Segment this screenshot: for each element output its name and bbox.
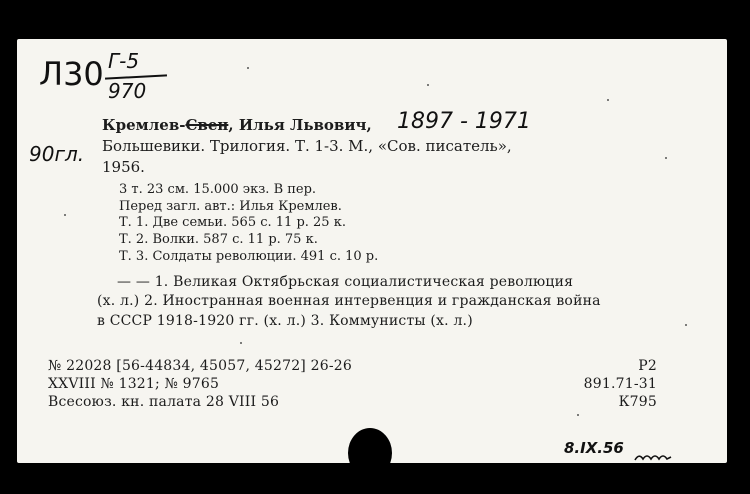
detail-line: Перед загл. авт.: Илья Кремлев.	[119, 199, 342, 214]
date-stamp-handwritten: 8.IX.56	[564, 439, 624, 457]
detail-line: Т. 1. Две семьи. 565 с. 11 р. 25 к.	[119, 215, 346, 230]
title-line: Большевики. Трилогия. Т. 1-3. М., «Сов. писатель»,	[102, 137, 512, 155]
footer-left-line: Всесоюз. кн. палата 28 VIII 56	[48, 394, 280, 410]
year-line: 1956.	[102, 158, 145, 176]
detail-line: Т. 2. Волки. 587 с. 11 р. 75 к.	[119, 232, 318, 247]
paper-speck	[247, 67, 249, 69]
call-number-top: Г-5	[108, 49, 140, 73]
punch-hole	[348, 428, 392, 478]
paper-speck	[685, 324, 687, 326]
author-dates-handwritten: 1897 - 1971	[397, 109, 531, 134]
date-stamp-squiggle	[634, 449, 672, 459]
paper-speck	[64, 214, 66, 216]
detail-line: Т. 3. Солдаты революции. 491 с. 10 р.	[119, 249, 379, 264]
paper-speck	[240, 342, 242, 344]
subject-line: (х. л.) 2. Иностранная военная интервенция и гражданская война	[97, 293, 601, 309]
paper-speck	[427, 84, 429, 86]
catalog-card	[17, 39, 727, 463]
detail-line: 3 т. 23 см. 15.000 экз. В пер.	[119, 182, 317, 197]
paper-speck	[577, 414, 579, 416]
author-surname: Кремлев-	[102, 116, 186, 134]
paper-speck	[665, 157, 667, 159]
author-line	[102, 116, 372, 134]
footer-right-line: К795	[618, 394, 657, 410]
subject-line: в СССР 1918-1920 гг. (х. л.) 3. Коммунисты (х. л.)	[97, 313, 473, 329]
footer-left-line: XXVIII № 1321; № 9765	[48, 376, 220, 392]
footer-right-line: Р2	[638, 358, 657, 374]
subject-line: — — 1. Великая Октябрьская социалистическая революция	[117, 274, 574, 290]
margin-note: 90гл.	[29, 142, 85, 166]
footer-right-line: 891.71-31	[583, 376, 657, 392]
author-struck-text: Свен	[185, 116, 229, 134]
call-number-prefix: Л30	[39, 55, 104, 93]
paper-speck	[607, 99, 609, 101]
author-name: , Илья Львович,	[228, 116, 372, 134]
call-number-bottom: 970	[108, 79, 147, 103]
footer-left-line: № 22028 [56-44834, 45057, 45272] 26-26	[48, 358, 352, 374]
